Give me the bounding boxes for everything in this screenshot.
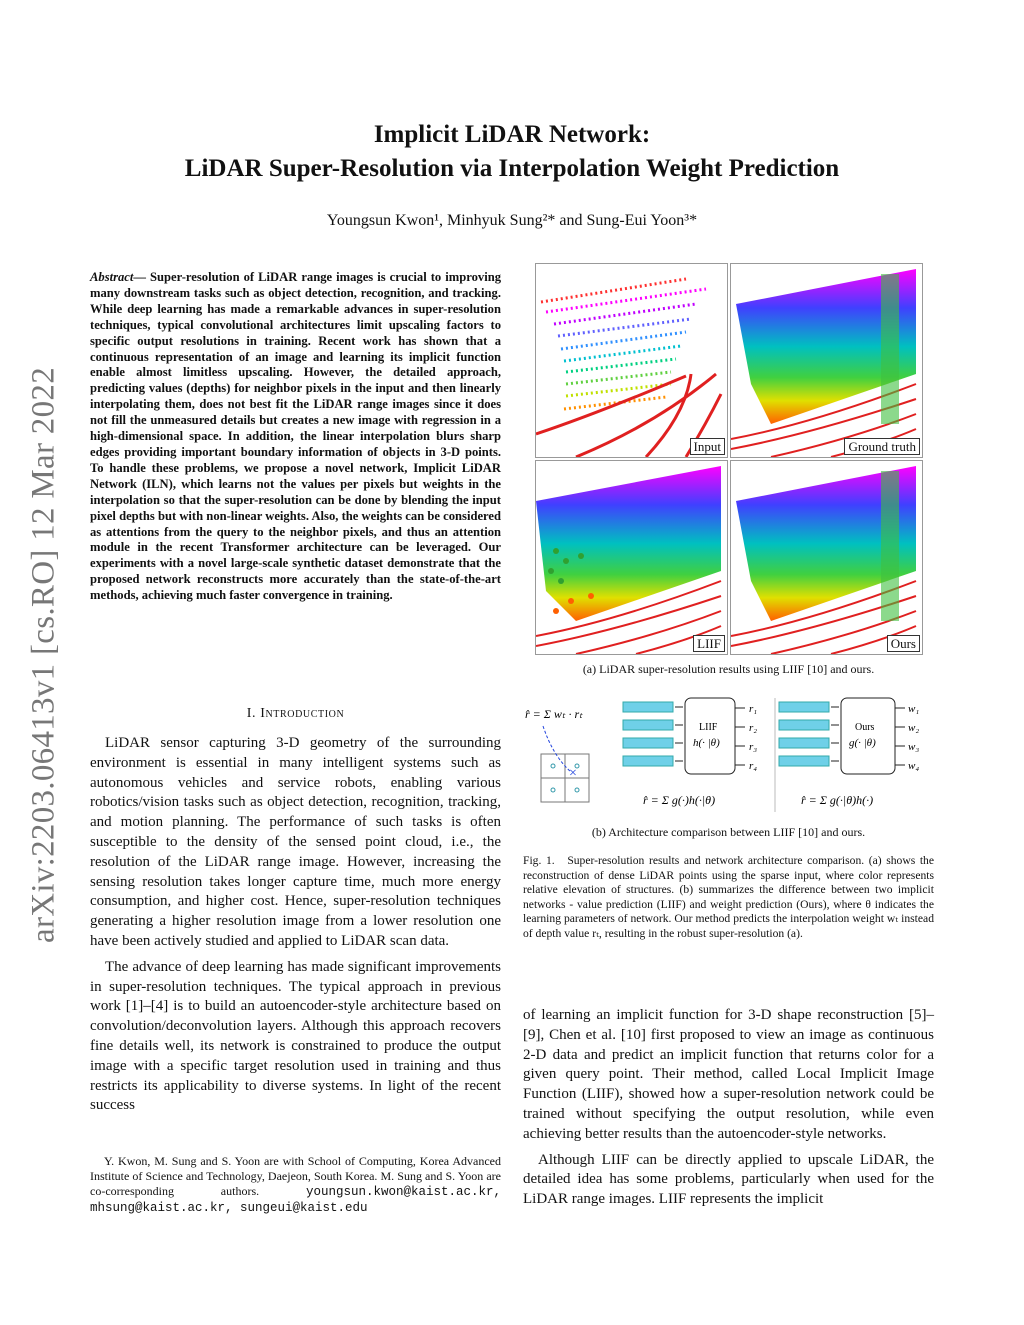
section-heading: [90, 706, 501, 722]
paragraph: Although LIIF can be directly applied to upscale LiDAR, the detailed idea has some problems, particularly when used for the LiDAR range images. LIIF represents the implicit: [523, 1151, 934, 1208]
panel-ours: [730, 460, 923, 655]
lidar-ground-truth-image: [731, 264, 922, 457]
panel-liif: [535, 460, 728, 655]
section-number: I.: [246, 706, 257, 721]
liif-inputs: [623, 702, 673, 766]
paragraph: The advance of deep learning has made significant improvements in super-resolution techniques. The typical approach in previous work [1]–[4] is to build an autoencoder-style architecture based on convolution/deconvolution layers. Although this approach recovers fine details well, its network is constrained to produce the output image with a specific target resolution used in training and thus restricts its applicability to diverse systems. In light of the recent success: [90, 958, 501, 1114]
caption-a: (a) LiDAR super-resolution results using LIIF [10] and ours.: [582, 662, 875, 676]
liif-func: h(· |θ): [693, 737, 720, 749]
figure-panels: [535, 263, 923, 655]
panel-label: LIIF: [693, 635, 725, 652]
w-output: w₃: [908, 741, 920, 753]
authors: Youngsun Kwon¹, Minhyuk Sung²* and Sung-Eui Yoon³*: [326, 212, 698, 229]
r-output: r₄: [749, 760, 758, 772]
svg-text:×: ×: [569, 766, 577, 781]
panel-label: Input: [690, 438, 725, 455]
lidar-liif-image: [536, 461, 727, 654]
footnote: [90, 1154, 501, 1216]
panel-label: Ours: [887, 635, 920, 652]
abstract: [90, 270, 501, 604]
footnote-text: Y. Kwon, M. Sung and S. Yoon are with School of Computing, Korea Advanced Institute of Science and Technology, Daejeon, South Korea. M. Sung and S. Yoon are co-corresponding authors.: [90, 1154, 501, 1198]
intro-body-col2: [523, 1006, 934, 1210]
title-line-1: Implicit LiDAR Network:: [373, 121, 651, 148]
section-title: Introduction: [260, 706, 345, 721]
abstract-label: Abstract: [90, 270, 134, 284]
architecture-diagram: [523, 696, 934, 812]
panel-label: Ground truth: [844, 438, 920, 455]
abstract-text: — Super-resolution of LiDAR range images is crucial to improving many downstream tasks such as object detection, recognition, and tracking. While deep learning has made a remarkable advances in super-resolution techniques, typical convolutional architectures limit upscaling factors to specific output resolutions in training. Recent work has shown that a continuous representation of an image and learning its implicit function enable almost limitless upscaling. However, the detailed approach, predicting values (depths) for neighbor pixels in the input and then linearly interpolating them, does not best fit the LiDAR range images since it does not fill the unmeasured details but creates a new image with regression in a high-dimensional space. In addition, the linear interpolation blurs sharp edges providing important boundary information of objects in 3-D points. To handle these problems, we propose a novel network, Implicit LiDAR Network (ILN), which learns not the values per pixels but weights in the interpolation so that the super-resolution can be done by blending the input pixel depths but with non-linear weights. Also, the weights can be considered as attentions from the query to the neighbor pixels, and thus an attention module in the recent Transformer architecture can be leveraged. Our experiments with a novel large-scale synthetic dataset demonstrate that the proposed network reconstructs more accurately than the state-of-the-art methods, achieving much faster convergence in training.: [90, 270, 501, 603]
eq-small: r̂ = Σ wₜ · rₜ: [525, 707, 583, 721]
w-output: w₁: [908, 703, 920, 715]
r-output: r₁: [749, 703, 758, 715]
r-output: r₂: [749, 722, 758, 734]
paragraph: of learning an implicit function for 3-D shape reconstruction [5]–[9], Chen et al. [10] first proposed to view an image as continuous 2-D data and predict an implicit function that returns color for a given query point. Their method, called Local Implicit Image Function (LIIF), showed how a super-resolution network could be trained without specifying the output resolution, while even achieving better results than the autoencoder-style networks.: [523, 1007, 934, 1142]
lidar-input-image: [536, 264, 727, 457]
ours-network-box: [841, 698, 895, 774]
panel-ground-truth: [730, 263, 923, 458]
r-output: r₃: [749, 741, 758, 753]
intro-body-col1: [90, 734, 501, 1116]
caption-b: (b) Architecture comparison between LIIF [10] and ours.: [591, 825, 866, 839]
title-line-2: LiDAR Super-Resolution via Interpolation Weight Prediction: [184, 155, 840, 182]
w-output: w₄: [908, 760, 920, 772]
paper-title: [0, 118, 1024, 186]
arxiv-stamp: [20, 350, 68, 960]
figure-caption: [523, 854, 934, 942]
panel-input: [535, 263, 728, 458]
ours-func: g(· |θ): [849, 737, 876, 749]
architecture-svg: [523, 696, 934, 812]
w-output: w₂: [908, 722, 920, 734]
footnote-emails: youngsun.kwon@kaist.ac.kr, mhsung@kaist.ac.kr, sungeui@kaist.edu: [90, 1185, 501, 1215]
figure-caption-text: Super-resolution results and network architecture comparison. (a) shows the reconstruction of dense LiDAR points using the sparse input, where color represents relative elevation of structures. (b) summarizes the difference between two implicit networks - value prediction (LIIF) and weight prediction (Ours), where θ indicates the learning parameters of network. Our method predicts the interpolation weight wₜ instead of depth value rₜ, resulting in the robust super-resolution (a).: [523, 854, 935, 940]
arxiv-id: arXiv:2203.06413v1 [cs.RO] 12 Mar 2022: [25, 367, 62, 943]
liif-label: LIIF: [699, 722, 718, 733]
liif-network-box: [685, 698, 735, 774]
ours-label: Ours: [855, 722, 875, 733]
eq-right: r̂ = Σ g(·|θ)h(·): [801, 793, 874, 807]
eq-left: r̂ = Σ g(·)h(·|θ): [643, 793, 716, 807]
lidar-ours-image: [731, 461, 922, 654]
paragraph: LiDAR sensor capturing 3-D geometry of the surrounding environment is essential in many intelligent systems such as autonomous vehicles and service robots, enabling various robotics/vision tasks such as object detection, recognition, tracking, and motion planning. The performance of such tasks is often susceptible to the density of the sensed point cloud, i.e., the resolution of the LiDAR range image. However, increasing the sensing resolution takes longer capture time, much more energy consumption, and higher cost. Hence, super-resolution techniques generating a higher resolution image from a lower resolution one have been actively studied and applied to LiDAR scan data.: [90, 735, 501, 949]
query-grid: [541, 726, 589, 802]
ours-inputs: [779, 702, 829, 766]
figure-label: Fig. 1.: [523, 854, 555, 867]
